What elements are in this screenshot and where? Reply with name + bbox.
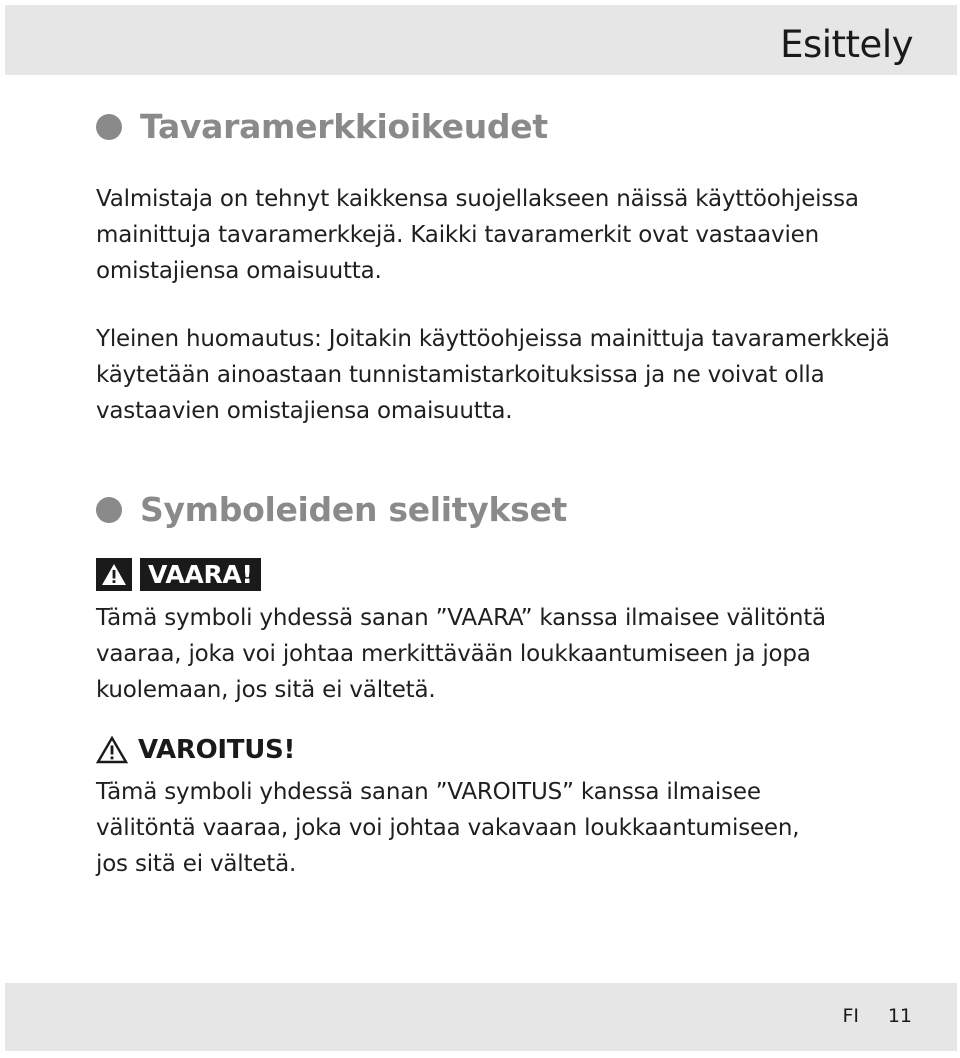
paragraph-line: välitöntä vaaraa, joka voi johtaa vakavaan loukkaantumiseen, (96, 815, 800, 841)
warning-triangle-icon (96, 558, 132, 591)
paragraph-line: jos sitä ei vältetä. (96, 851, 297, 877)
paragraph-line: Tämä symboli yhdessä sanan ”VAARA” kanssa ilmaisee välitöntä (96, 605, 826, 631)
page-header (5, 5, 957, 75)
language-code: FI (842, 1005, 859, 1027)
paragraph-line: omistajiensa omaisuutta. (96, 258, 382, 284)
danger-label (96, 558, 261, 591)
paragraph-line: Yleinen huomautus: Joitakin käyttöohjeissa mainittuja tavaramerkkejä (96, 326, 890, 352)
danger-description (96, 600, 926, 708)
paragraph-line: käytetään ainoastaan tunnistamistarkoituksissa ja ne voivat olla (96, 362, 825, 388)
warning-triangle-outline-icon (96, 735, 130, 765)
bullet-icon (96, 497, 122, 523)
warning-word: VAROITUS! (138, 735, 296, 765)
section-heading-trademarks (96, 107, 548, 146)
trademark-paragraph (96, 181, 926, 289)
paragraph-line: Tämä symboli yhdessä sanan ”VAROITUS” kanssa ilmaisee (96, 779, 761, 805)
section-heading-symbols (96, 490, 567, 529)
danger-word: VAARA! (140, 558, 261, 591)
paragraph-line: mainittuja tavaramerkkejä. Kaikki tavaramerkit ovat vastaavien (96, 222, 819, 248)
page-title: Esittely (780, 23, 913, 66)
paragraph-line: vaaraa, joka voi johtaa merkittävään loukkaantumiseen ja jopa (96, 641, 811, 667)
paragraph-line: vastaavien omistajiensa omaisuutta. (96, 398, 513, 424)
paragraph-line: kuolemaan, jos sitä ei vältetä. (96, 677, 436, 703)
warning-description (96, 774, 926, 882)
section-heading-text: Tavaramerkkioikeudet (140, 107, 548, 146)
page-footer (5, 983, 957, 1051)
bullet-icon (96, 114, 122, 140)
section-heading-text: Symboleiden selitykset (140, 490, 568, 529)
warning-label (96, 735, 295, 765)
paragraph-line: Valmistaja on tehnyt kaikkensa suojellakseen näissä käyttöohjeissa (96, 186, 859, 212)
general-note-paragraph (96, 321, 926, 429)
page-number: 11 (887, 1005, 912, 1027)
